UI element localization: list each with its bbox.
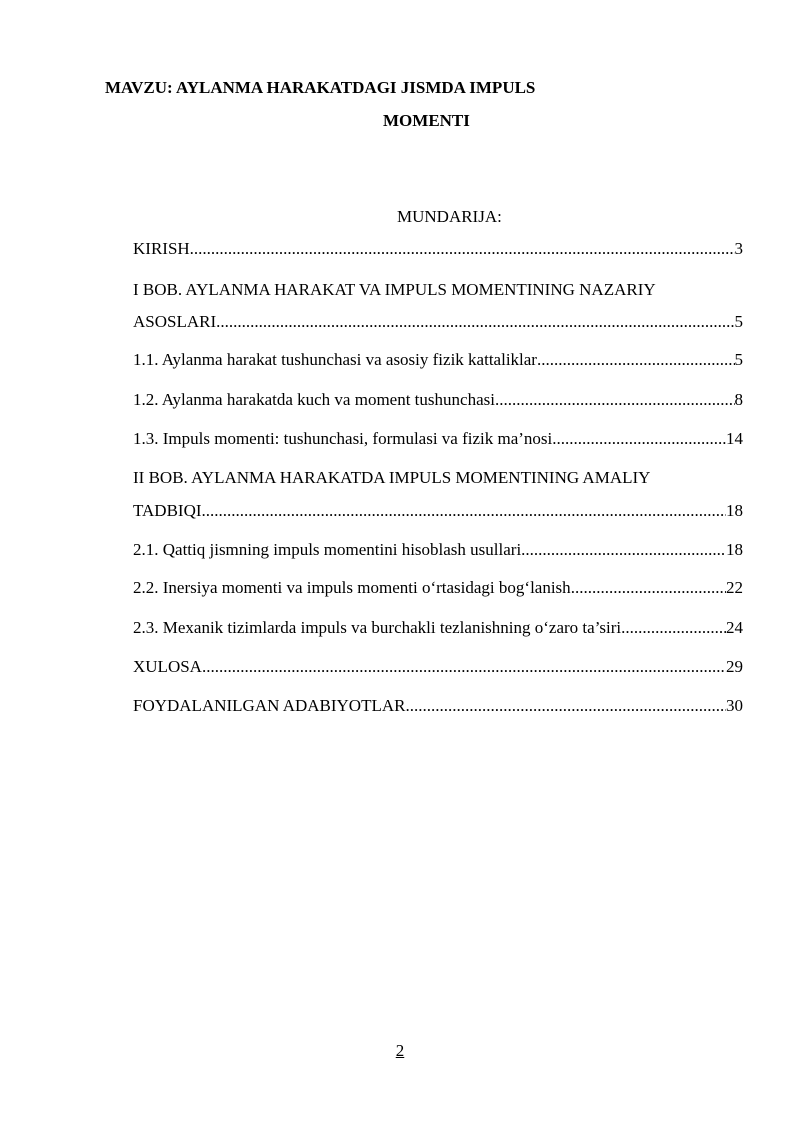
toc-entry-1-1 (133, 349, 743, 371)
toc-heading: MUNDARIJA: (397, 207, 502, 226)
toc-entry-page: 14 (726, 429, 743, 448)
toc-dot-leader (190, 238, 735, 260)
toc-entry-text: XULOSA (133, 657, 202, 676)
toc-entry-1-2 (133, 389, 743, 411)
toc-entry-2-2 (133, 577, 743, 599)
toc-entry-2-3 (133, 617, 743, 639)
toc-dot-leader (621, 617, 726, 639)
toc-entry-text: 2.3. Mexanik tizimlarda impuls va burchakli tezlanishning o‘zaro ta’siri (133, 618, 622, 637)
toc-dot-leader (537, 349, 735, 371)
toc-dot-leader (571, 577, 726, 599)
toc-entry-text: ASOSLARI (133, 312, 217, 331)
toc-entry-page: 18 (726, 540, 743, 559)
toc-entry-xulosa (133, 656, 743, 678)
toc-entry-page: 3 (734, 239, 743, 258)
toc-entry-page: 5 (734, 312, 743, 331)
toc-dot-leader (216, 311, 734, 333)
toc-entry-text: 1.1. Aylanma harakat tushunchasi va asosiy fizik kattaliklar (133, 350, 537, 369)
toc-dot-leader (521, 539, 726, 561)
toc-entry-chapter-1-title: I BOB. AYLANMA HARAKAT VA IMPULS MOMENTINING NAZARIY (133, 280, 656, 299)
toc-dot-leader (495, 389, 735, 411)
toc-entry-text: 2.1. Qattiq jismning impuls momentini hisoblash usullari (133, 540, 522, 559)
toc-entry-text: 1.2. Aylanma harakatda kuch va moment tushunchasi (133, 390, 495, 409)
toc-entry-page: 18 (726, 501, 743, 520)
toc-entry-text: FOYDALANILGAN ADABIYOTLAR (133, 696, 406, 715)
toc-dot-leader (405, 695, 726, 717)
toc-entry-1-3 (133, 428, 743, 450)
toc-entry-page: 8 (734, 390, 743, 409)
toc-entry-page: 24 (726, 618, 743, 637)
page-number-value: 2 (395, 1041, 405, 1060)
toc-entry-text: KIRISH (133, 239, 190, 258)
toc-dot-leader (552, 428, 726, 450)
document-title-line-1: MAVZU: AYLANMA HARAKATDAGI JISMDA IMPULS (105, 78, 536, 97)
toc-entry-page: 29 (726, 657, 743, 676)
page-number (0, 1041, 800, 1061)
toc-entry-kirish (133, 238, 743, 260)
toc-entry-adabiyotlar (133, 695, 743, 717)
toc-entry-page: 5 (734, 350, 743, 369)
toc-dot-leader (202, 500, 726, 522)
toc-entry-chapter-2 (133, 500, 743, 522)
toc-entry-chapter-1 (133, 311, 743, 333)
toc-entry-page: 30 (726, 696, 743, 715)
toc-entry-2-1 (133, 539, 743, 561)
toc-entry-page: 22 (726, 578, 743, 597)
toc-entry-text: 2.2. Inersiya momenti va impuls momenti o‘rtasidagi bog‘lanish (133, 578, 571, 597)
toc-entry-chapter-2-title: II BOB. AYLANMA HARAKATDA IMPULS MOMENTINING AMALIY (133, 468, 651, 487)
toc-entry-text: 1.3. Impuls momenti: tushunchasi, formulasi va fizik ma’nosi (133, 429, 553, 448)
toc-entry-text: TADBIQI (133, 501, 202, 520)
document-title-line-2: MOMENTI (383, 111, 470, 130)
toc-dot-leader (202, 656, 726, 678)
